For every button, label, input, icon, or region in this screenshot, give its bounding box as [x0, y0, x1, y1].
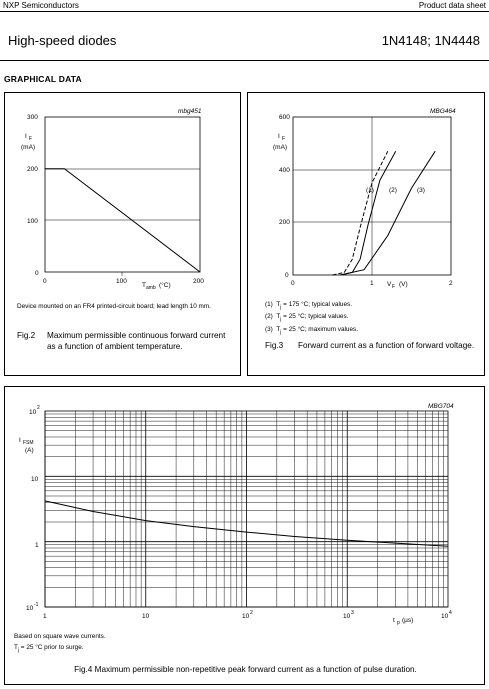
fig2-ytick-300: 300: [27, 114, 38, 121]
fig4-xlabel: t: [393, 617, 395, 624]
fig3-caption: Forward current as a function of forward voltage.: [298, 341, 475, 350]
fig2-xtick-200: 200: [193, 278, 204, 285]
fig4-xtick-1: 1: [43, 613, 47, 620]
fig4-note-2: $T_j = 25$ °C prior to surge.: [14, 644, 84, 654]
fig4-ytick-100: 10: [29, 409, 37, 416]
company-name: NXP Semiconductors: [3, 1, 79, 10]
fig4-ytick-01-exp: -1: [34, 602, 39, 608]
fig2-grid: [45, 169, 200, 276]
fig2-ylabel: I: [25, 133, 27, 140]
fig4-ytick-01: 10: [26, 605, 34, 612]
fig2-ytick-200: 200: [27, 166, 38, 173]
fig3-yunit: (mA): [273, 144, 288, 151]
fig3-xlabel: V: [387, 281, 392, 288]
fig3-code: MBG464: [430, 108, 456, 115]
fig2-xunit: (°C): [159, 282, 171, 289]
fig4-yunit: (A): [25, 447, 34, 454]
fig2-caption: Maximum permissible continuous forward current as a function of ambient temperature.: [47, 331, 226, 351]
fig2-code: mbg451: [178, 108, 202, 115]
fig3-xtick-1: 1: [370, 280, 374, 287]
fig4-ylabel-sub: FSM: [23, 440, 34, 446]
fig3-curve-label-1: (1): [366, 187, 374, 194]
fig2-chart: [5, 93, 242, 293]
fig3-ytick-0: 0: [285, 272, 289, 279]
fig4-ytick-1: 1: [35, 542, 39, 549]
fig3-ylabel: I: [278, 133, 280, 140]
fig4-ytick-100-exp: 2: [37, 405, 40, 411]
fig3-xtick-2: 2: [449, 280, 453, 287]
fig2-xtick-100: 100: [116, 278, 127, 285]
fig2-ytick-100: 100: [27, 218, 38, 225]
fig4-ytick-10: 10: [31, 476, 39, 483]
fig3-ytick-600: 600: [279, 114, 290, 121]
fig3-xunit: (V): [399, 281, 408, 288]
fig2-curve: [45, 169, 200, 272]
fig4-note-1: Based on square wave currents.: [14, 633, 106, 640]
fig2-note: Device mounted on an FR4 printed-circuit board; lead length 10 mm.: [17, 303, 211, 310]
fig3-grid: [293, 117, 451, 275]
fig4-xtick-10000: 10: [441, 613, 449, 620]
fig2-yunit: (mA): [21, 144, 36, 151]
fig2-ytick-0: 0: [35, 270, 39, 277]
title-rule: [0, 60, 489, 61]
fig3-ytick-400: 400: [279, 167, 290, 174]
fig3-legend-item: (1) $T_j = 175$ °C; typical values.: [265, 301, 352, 311]
fig2-xlabel-sub: amb: [146, 285, 156, 291]
fig4-xlabel-sub: p: [397, 620, 400, 626]
fig3-legend-item: (3) $T_j = 25$ °C; maximum values.: [265, 325, 359, 335]
fig4-code: MBG704: [428, 403, 454, 410]
fig3-curve-label-2: (2): [389, 187, 397, 194]
fig4-caption: Fig.4 Maximum permissible non-repetitive peak forward current as a function of pulse duration.: [74, 665, 417, 674]
fig3-curve-label-3: (3): [417, 187, 425, 194]
fig4-ylabel: I: [19, 437, 21, 444]
fig4-xtick-100: 10: [242, 613, 250, 620]
fig3-xlabel-sub: F: [392, 284, 396, 290]
fig2-xtick-0: 0: [43, 278, 47, 285]
fig2-number: Fig.2: [17, 331, 36, 340]
fig3-ytick-200: 200: [279, 219, 290, 226]
page-title: High-speed diodes: [8, 33, 117, 48]
fig2-panel: [4, 92, 241, 376]
fig3-xtick-0: 0: [291, 280, 295, 287]
fig4-grid: [45, 411, 448, 607]
fig3-legend: [265, 300, 358, 337]
doc-type: Product data sheet: [418, 1, 486, 10]
fig3-legend-item: (2) $T_j = 25$ °C; typical values.: [265, 313, 349, 323]
fig4-chart: [5, 387, 486, 627]
fig2-ylabel-sub: F: [29, 136, 33, 142]
fig4-xtick-1000: 10: [343, 613, 351, 620]
fig3-ylabel-sub: F: [282, 136, 286, 142]
fig2-xlabel: T: [142, 282, 146, 289]
fig4-panel: [4, 386, 485, 685]
fig3-chart: [248, 93, 486, 293]
fig3-number: Fig.3: [265, 341, 284, 350]
section-heading: GRAPHICAL DATA: [4, 74, 82, 84]
header-rule: [0, 11, 489, 12]
fig4-xtick-10: 10: [142, 613, 150, 620]
fig4-xtick-10000-exp: 4: [449, 610, 452, 616]
fig4-xtick-1000-exp: 3: [351, 610, 354, 616]
fig2-frame: [45, 117, 200, 272]
fig4-xtick-100-exp: 2: [250, 610, 253, 616]
part-numbers: 1N4148; 1N4448: [381, 33, 480, 48]
fig3-panel: [247, 92, 485, 376]
fig4-xunit: (µs): [402, 617, 414, 624]
